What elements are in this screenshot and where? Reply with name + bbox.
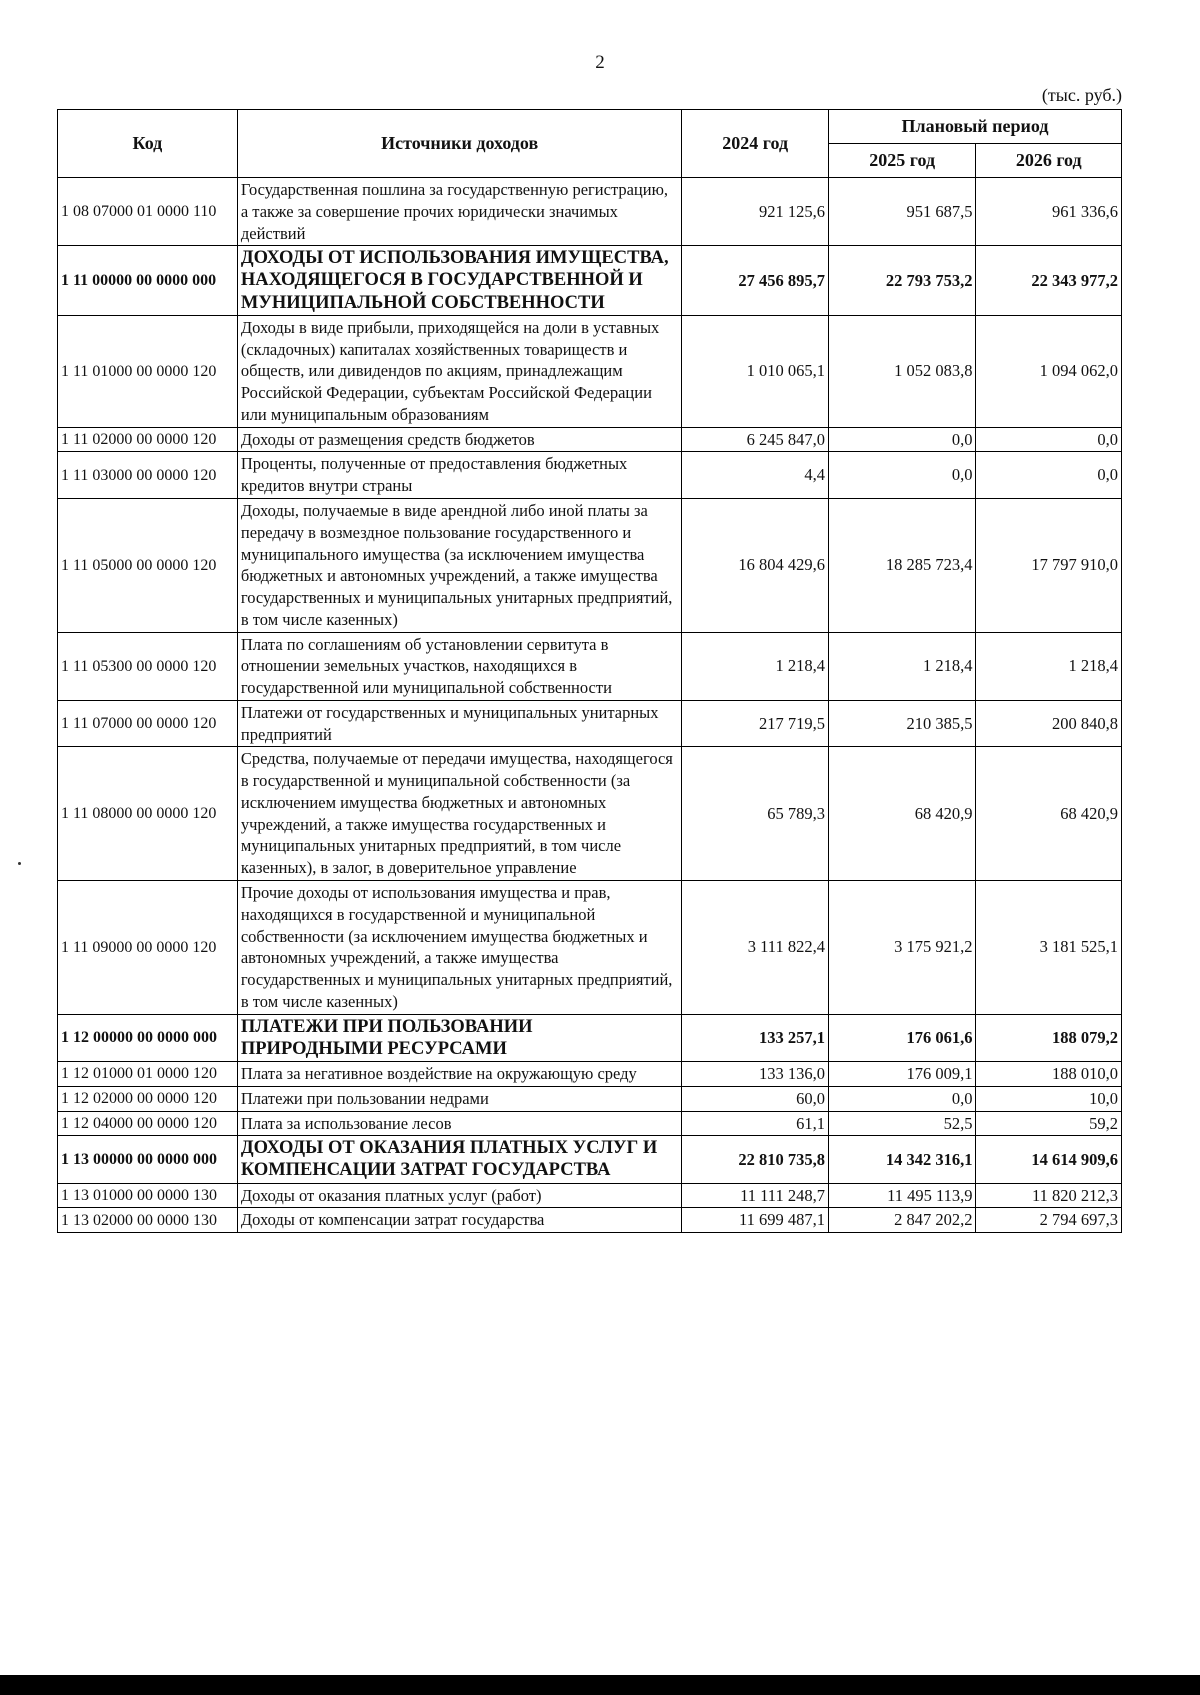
- value-2026-cell: 0,0: [976, 427, 1122, 452]
- header-source: Источники доходов: [237, 110, 682, 178]
- table-row: [58, 700, 1122, 747]
- value-2026-cell: 17 797 910,0: [976, 498, 1122, 632]
- value-2024-cell: 217 719,5: [682, 700, 829, 747]
- value-2024-cell: 3 111 822,4: [682, 881, 829, 1015]
- value-2024-cell: 1 218,4: [682, 632, 829, 700]
- table-row: [58, 747, 1122, 881]
- value-2025-cell: 0,0: [828, 427, 976, 452]
- source-cell: ДОХОДЫ ОТ ОКАЗАНИЯ ПЛАТНЫХ УСЛУГ И КОМПЕНСАЦИИ ЗАТРАТ ГОСУДАРСТВА: [237, 1136, 682, 1183]
- value-2026-cell: 1 218,4: [976, 632, 1122, 700]
- table-row: [58, 1111, 1122, 1136]
- code-cell: 1 11 01000 00 0000 120: [58, 315, 238, 427]
- value-2024-cell: 4,4: [682, 452, 829, 499]
- value-2025-cell: 0,0: [828, 452, 976, 499]
- code-cell: 1 12 01000 01 0000 120: [58, 1061, 238, 1086]
- table-row: [58, 315, 1122, 427]
- value-2024-cell: 133 136,0: [682, 1061, 829, 1086]
- value-2025-cell: 68 420,9: [828, 747, 976, 881]
- table-header: [58, 110, 1122, 178]
- source-cell: Доходы в виде прибыли, приходящейся на доли в уставных (складочных) капиталах хозяйственных товариществ и обществ, или дивидендов по акциям, принадлежащим Российской Федерации, субъектам Российской Федерации или муниципальным образованиям: [237, 315, 682, 427]
- value-2025-cell: 0,0: [828, 1086, 976, 1111]
- value-2026-cell: 14 614 909,6: [976, 1136, 1122, 1183]
- value-2024-cell: 921 125,6: [682, 178, 829, 246]
- units-label: (тыс. руб.): [1041, 85, 1122, 105]
- value-2025-cell: 22 793 753,2: [828, 246, 976, 316]
- scan-border: [0, 1675, 1200, 1695]
- value-2024-cell: 11 111 248,7: [682, 1183, 829, 1208]
- value-2026-cell: 59,2: [976, 1111, 1122, 1136]
- table-row: [58, 452, 1122, 499]
- header-code: Код: [58, 110, 238, 178]
- table-row: [58, 881, 1122, 1015]
- value-2024-cell: 1 010 065,1: [682, 315, 829, 427]
- header-2025: 2025 год: [828, 144, 976, 178]
- code-cell: 1 12 00000 00 0000 000: [58, 1014, 238, 1061]
- page-number: 2: [595, 52, 605, 73]
- value-2026-cell: 68 420,9: [976, 747, 1122, 881]
- table-row: [58, 1208, 1122, 1233]
- value-2025-cell: 3 175 921,2: [828, 881, 976, 1015]
- value-2025-cell: 210 385,5: [828, 700, 976, 747]
- source-cell: Проценты, полученные от предоставления бюджетных кредитов внутри страны: [237, 452, 682, 499]
- table-row: [58, 246, 1122, 316]
- code-cell: 1 11 09000 00 0000 120: [58, 881, 238, 1015]
- value-2026-cell: 2 794 697,3: [976, 1208, 1122, 1233]
- source-cell: Государственная пошлина за государственную регистрацию, а также за совершение прочих юридически значимых действий: [237, 178, 682, 246]
- value-2024-cell: 133 257,1: [682, 1014, 829, 1061]
- value-2024-cell: 60,0: [682, 1086, 829, 1111]
- header-planned-period: Плановый период: [828, 110, 1121, 144]
- source-cell: Плата за использование лесов: [237, 1111, 682, 1136]
- code-cell: 1 08 07000 01 0000 110: [58, 178, 238, 246]
- source-cell: Средства, получаемые от передачи имущества, находящегося в государственной и муниципальной собственности (за исключением имущества бюджетных и автономных учреждений, а также имущества государственных и муниципальных унитарных предприятий, в том числе казенных), в залог, в доверительное управление: [237, 747, 682, 881]
- table-row: [58, 632, 1122, 700]
- value-2025-cell: 18 285 723,4: [828, 498, 976, 632]
- value-2025-cell: 2 847 202,2: [828, 1208, 976, 1233]
- value-2026-cell: 22 343 977,2: [976, 246, 1122, 316]
- header-2024: 2024 год: [682, 110, 829, 178]
- table-row: [58, 1086, 1122, 1111]
- scan-artifact: [18, 862, 21, 865]
- revenue-table: [57, 109, 1122, 1233]
- code-cell: 1 11 03000 00 0000 120: [58, 452, 238, 499]
- source-cell: Платежи от государственных и муниципальных унитарных предприятий: [237, 700, 682, 747]
- code-cell: 1 11 08000 00 0000 120: [58, 747, 238, 881]
- value-2026-cell: 961 336,6: [976, 178, 1122, 246]
- source-cell: ПЛАТЕЖИ ПРИ ПОЛЬЗОВАНИИ ПРИРОДНЫМИ РЕСУРСАМИ: [237, 1014, 682, 1061]
- code-cell: 1 11 05300 00 0000 120: [58, 632, 238, 700]
- value-2024-cell: 22 810 735,8: [682, 1136, 829, 1183]
- source-cell: ДОХОДЫ ОТ ИСПОЛЬЗОВАНИЯ ИМУЩЕСТВА, НАХОДЯЩЕГОСЯ В ГОСУДАРСТВЕННОЙ И МУНИЦИПАЛЬНОЙ СОБСТВЕННОСТИ: [237, 246, 682, 316]
- source-cell: Доходы от компенсации затрат государства: [237, 1208, 682, 1233]
- header-2026: 2026 год: [976, 144, 1122, 178]
- value-2026-cell: 0,0: [976, 452, 1122, 499]
- code-cell: 1 11 02000 00 0000 120: [58, 427, 238, 452]
- code-cell: 1 11 05000 00 0000 120: [58, 498, 238, 632]
- source-cell: Плата по соглашениям об установлении сервитута в отношении земельных участков, находящихся в государственной или муниципальной собственности: [237, 632, 682, 700]
- table-row: [58, 498, 1122, 632]
- value-2025-cell: 11 495 113,9: [828, 1183, 976, 1208]
- value-2024-cell: 16 804 429,6: [682, 498, 829, 632]
- value-2024-cell: 6 245 847,0: [682, 427, 829, 452]
- code-cell: 1 13 01000 00 0000 130: [58, 1183, 238, 1208]
- table-row: [58, 1183, 1122, 1208]
- source-cell: Прочие доходы от использования имущества и прав, находящихся в государственной и муниципальной собственности (за исключением имущества бюджетных и автономных учреждений, а также имущества государственных и муниципальных унитарных предприятий, в том числе казенных): [237, 881, 682, 1015]
- value-2025-cell: 176 061,6: [828, 1014, 976, 1061]
- source-cell: Плата за негативное воздействие на окружающую среду: [237, 1061, 682, 1086]
- source-cell: Платежи при пользовании недрами: [237, 1086, 682, 1111]
- value-2026-cell: 200 840,8: [976, 700, 1122, 747]
- code-cell: 1 13 00000 00 0000 000: [58, 1136, 238, 1183]
- value-2024-cell: 65 789,3: [682, 747, 829, 881]
- source-cell: Доходы от оказания платных услуг (работ): [237, 1183, 682, 1208]
- value-2026-cell: 1 094 062,0: [976, 315, 1122, 427]
- code-cell: 1 12 04000 00 0000 120: [58, 1111, 238, 1136]
- value-2025-cell: 176 009,1: [828, 1061, 976, 1086]
- table-row: [58, 1014, 1122, 1061]
- value-2024-cell: 11 699 487,1: [682, 1208, 829, 1233]
- value-2024-cell: 61,1: [682, 1111, 829, 1136]
- code-cell: 1 11 00000 00 0000 000: [58, 246, 238, 316]
- table-row: [58, 427, 1122, 452]
- value-2025-cell: 52,5: [828, 1111, 976, 1136]
- source-cell: Доходы, получаемые в виде арендной либо иной платы за передачу в возмездное пользование государственного и муниципального имущества (за исключением имущества бюджетных и автономных учреждений, а также имущества государственных и муниципальных унитарных предприятий, в том числе казенных): [237, 498, 682, 632]
- code-cell: 1 13 02000 00 0000 130: [58, 1208, 238, 1233]
- code-cell: 1 11 07000 00 0000 120: [58, 700, 238, 747]
- value-2025-cell: 1 052 083,8: [828, 315, 976, 427]
- value-2026-cell: 11 820 212,3: [976, 1183, 1122, 1208]
- value-2024-cell: 27 456 895,7: [682, 246, 829, 316]
- table-body: [58, 178, 1122, 1233]
- value-2026-cell: 3 181 525,1: [976, 881, 1122, 1015]
- source-cell: Доходы от размещения средств бюджетов: [237, 427, 682, 452]
- table-row: [58, 1136, 1122, 1183]
- value-2026-cell: 188 010,0: [976, 1061, 1122, 1086]
- value-2025-cell: 14 342 316,1: [828, 1136, 976, 1183]
- table-row: [58, 1061, 1122, 1086]
- table-row: [58, 178, 1122, 246]
- code-cell: 1 12 02000 00 0000 120: [58, 1086, 238, 1111]
- value-2026-cell: 10,0: [976, 1086, 1122, 1111]
- value-2026-cell: 188 079,2: [976, 1014, 1122, 1061]
- value-2025-cell: 951 687,5: [828, 178, 976, 246]
- value-2025-cell: 1 218,4: [828, 632, 976, 700]
